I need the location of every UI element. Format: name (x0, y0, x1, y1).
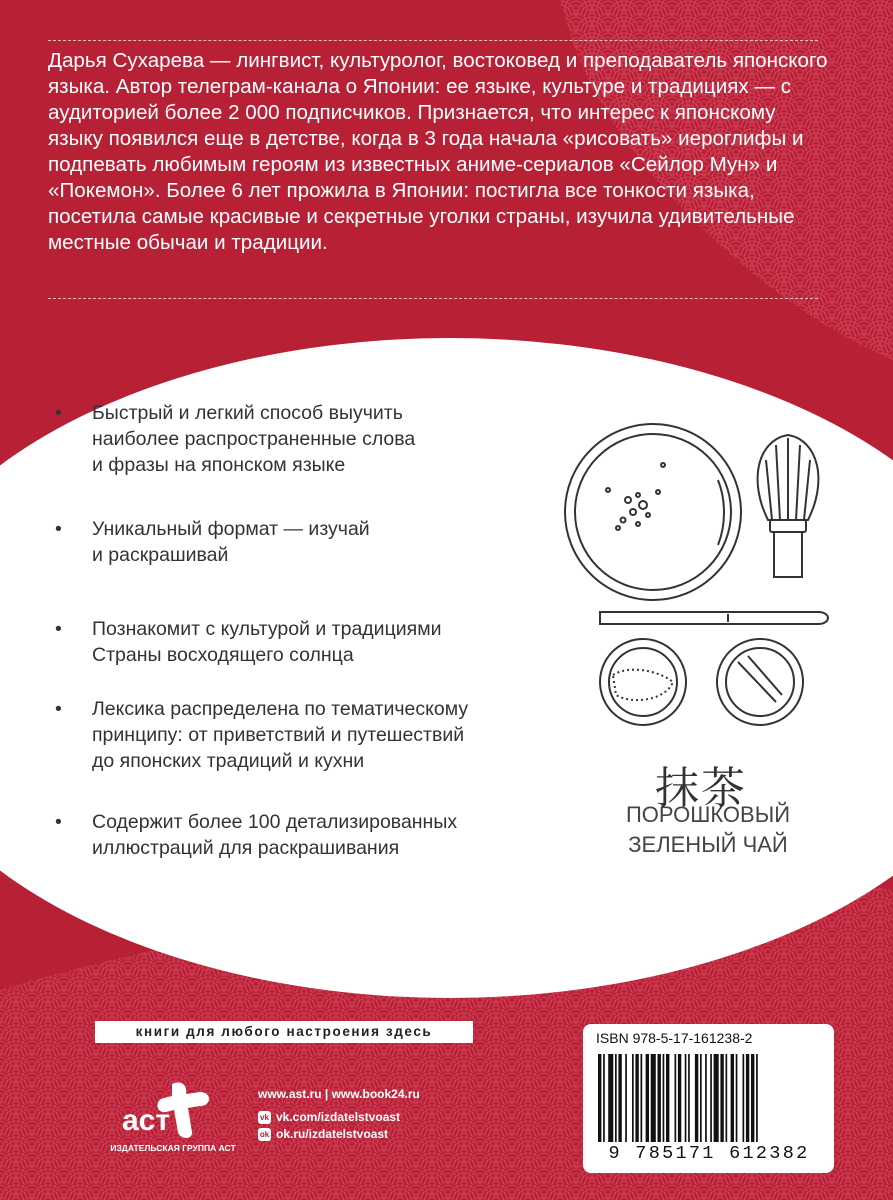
list-item (55, 616, 525, 668)
logo-text: аст (122, 1104, 171, 1137)
list-item (55, 516, 525, 568)
barcode-bar (625, 1054, 627, 1142)
list-item (55, 696, 525, 774)
divider-top (48, 40, 818, 41)
publisher-slogan: книги для любого настроения здесь (95, 1021, 473, 1043)
barcode-bar (603, 1054, 605, 1142)
bullet-icon: • (55, 518, 62, 540)
barcode-bar (688, 1054, 690, 1142)
feature-text: Быстрый и легкий способ выучить наиболее распространенные слова и фразы на японском языке (92, 402, 416, 476)
barcode-number: 9 785171 612382 (608, 1143, 810, 1164)
barcode-bar (635, 1054, 638, 1142)
barcode-bar (756, 1054, 758, 1142)
ast-logo-icon (120, 1080, 216, 1140)
barcode-bar (743, 1054, 745, 1142)
bullet-icon: • (55, 698, 62, 720)
barcode-bar (598, 1054, 601, 1142)
bullet-icon: • (55, 618, 62, 640)
ok-icon: ok (259, 1129, 270, 1139)
ok-link[interactable] (258, 1127, 388, 1141)
vk-icon: vk (258, 1111, 271, 1124)
divider-bottom (48, 298, 818, 299)
ok-link-text: ok.ru/izdatelstvoast (276, 1127, 389, 1141)
barcode-bar (618, 1054, 621, 1142)
barcode-bar (608, 1054, 613, 1142)
feature-text: Лексика распределена по тематическому принципу: от приветствий и путешествий до японских традиций и кухни (92, 698, 469, 772)
vk-link[interactable] (258, 1110, 400, 1124)
barcode-bar (651, 1054, 656, 1142)
barcode-bar (710, 1054, 712, 1142)
list-item (55, 809, 525, 861)
feature-text: Уникальный формат — изучай и раскрашивай (92, 518, 370, 566)
matcha-kanji: 抹茶 (655, 763, 747, 814)
barcode-bar (746, 1054, 749, 1142)
barcode-bar (726, 1054, 728, 1142)
bullet-icon: • (55, 811, 62, 833)
features-list (55, 400, 525, 861)
barcode-bar (685, 1054, 687, 1142)
isbn-barcode-box (583, 1024, 834, 1173)
bullet-icon: • (55, 402, 62, 424)
barcode-bar (663, 1054, 665, 1142)
barcode-bar (678, 1054, 681, 1142)
barcode-bar (695, 1054, 698, 1142)
barcode-bar (675, 1054, 677, 1142)
vk-link-text: vk.com/izdatelstvoast (276, 1110, 401, 1124)
author-bio: Дарья Сухарева — лингвист, культуролог, востоковед и преподаватель японского языка. Автор телеграм-канала о Японии: ее языке, культуре и традициях — с аудиторией более 2 000 подписчиков. Признается, что интерес к японскому языку появился еще в детстве, когда в 3 года начала «рисовать» иероглифы и подпевать любимым героям из известных аниме-сериалов «Сейлор Мун» и «Покемон». Более 6 лет прожила в Японии: постигла все тонкости языка, посетила самые красивые и секретные уголки страны, изучила удивительные местные обычаи и традиции. (48, 49, 828, 254)
isbn: ISBN 978-5-17-161238-2 (596, 1030, 753, 1046)
matcha-tea-set-icon (548, 420, 848, 750)
barcode-bar (615, 1054, 617, 1142)
publisher-name: ИЗДАТЕЛЬСКАЯ ГРУППА АСТ (110, 1143, 236, 1153)
feature-text: Познакомит с культурой и традициями Страны восходящего солнца (92, 618, 442, 666)
caption-line-1: ПОРОШКОВЫЙ (625, 802, 791, 827)
barcode-bar (736, 1054, 738, 1142)
barcode-bar (632, 1054, 634, 1142)
website-links[interactable]: www.ast.ru | www.book24.ru (258, 1087, 420, 1101)
matcha-caption (608, 800, 808, 860)
barcode-bar (700, 1054, 702, 1142)
barcode-bar (714, 1054, 719, 1142)
feature-text: Содержит более 100 детализированных иллюстраций для раскрашивания (92, 811, 458, 859)
barcode-bar (666, 1054, 669, 1142)
barcode-bar (720, 1054, 723, 1142)
barcode-bar (641, 1054, 643, 1142)
barcode-bar (646, 1054, 649, 1142)
caption-line-2: ЗЕЛЕНЫЙ ЧАЙ (628, 832, 788, 857)
barcode-bar (751, 1054, 754, 1142)
barcode-bar (705, 1054, 707, 1142)
barcode-bar (731, 1054, 734, 1142)
barcode (596, 1054, 821, 1142)
list-item (55, 400, 525, 478)
barcode-bar (658, 1054, 661, 1142)
